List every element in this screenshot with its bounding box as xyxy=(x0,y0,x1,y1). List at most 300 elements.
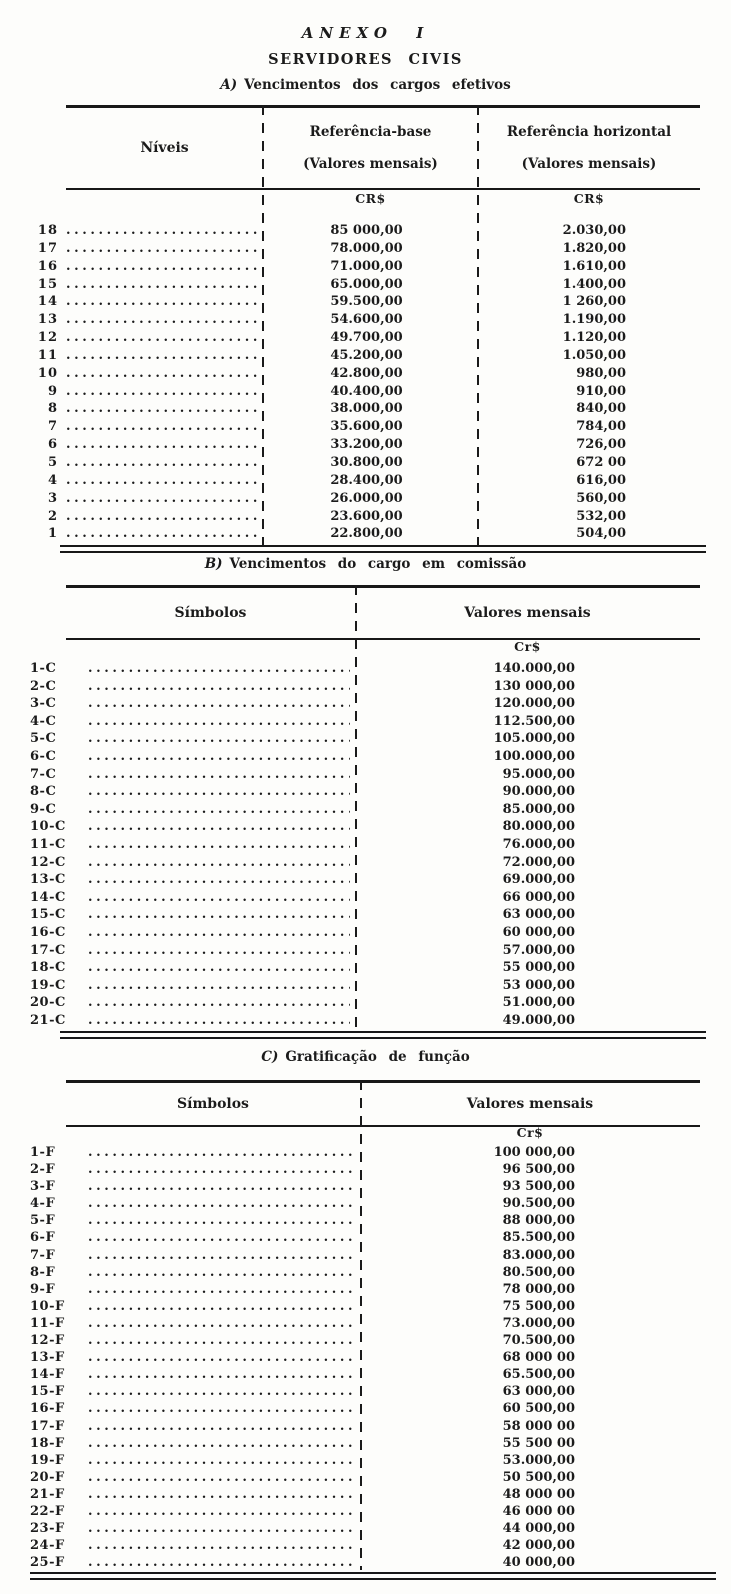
table-row xyxy=(30,1212,702,1229)
symbol-cell: 17-C xyxy=(30,942,66,958)
value-cell: 48 000 00 xyxy=(502,1486,575,1502)
horizontal-value-cell: 840,00 xyxy=(576,401,626,417)
value-cell: 78 000,00 xyxy=(502,1281,575,1297)
section-b-heading xyxy=(0,556,731,572)
level-cell: 18 xyxy=(37,223,58,238)
dot-leader xyxy=(88,1486,354,1503)
level-cell: 1 xyxy=(47,526,58,542)
horizontal-rule xyxy=(30,1572,716,1580)
value-cell: 63 000,00 xyxy=(502,1384,575,1400)
dot-leader xyxy=(88,871,350,889)
table-row xyxy=(30,924,702,942)
level-cell: 8 xyxy=(47,401,58,417)
symbol-cell: 3-C xyxy=(30,696,57,712)
symbol-cell: 5-F xyxy=(30,1213,56,1229)
col-header-simbolos: Símbolos xyxy=(177,1096,249,1112)
section-a-label: A) xyxy=(220,77,238,93)
dot-leader xyxy=(88,1247,354,1264)
value-cell: 130 000,00 xyxy=(493,678,575,694)
table-row xyxy=(30,1012,702,1030)
table-row xyxy=(30,436,702,454)
base-value-cell: 22.800,00 xyxy=(330,526,403,542)
dot-leader xyxy=(88,1229,354,1246)
symbol-cell: 21-C xyxy=(30,1012,66,1028)
table-row xyxy=(30,240,702,258)
dot-leader xyxy=(88,977,350,995)
table-row xyxy=(30,1264,702,1281)
table-row xyxy=(30,889,702,907)
horizontal-value-cell: 1.050,00 xyxy=(562,347,626,363)
value-cell: 112.500,00 xyxy=(493,713,575,729)
value-cell: 90.500,00 xyxy=(502,1196,575,1212)
currency-row xyxy=(360,1125,700,1140)
symbol-cell: 14-C xyxy=(30,889,66,905)
col-header-valores-mensais: Valores mensais xyxy=(466,1096,594,1112)
value-cell: 76.000,00 xyxy=(502,836,575,852)
base-value-cell: 78.000,00 xyxy=(330,240,403,256)
symbol-cell: 3-F xyxy=(30,1179,56,1195)
dot-leader xyxy=(88,801,350,819)
doc-subtitle: SERVIDORES CIVIS xyxy=(268,51,463,68)
horizontal-value-cell: 672 00 xyxy=(576,454,626,470)
base-value-cell: 59.500,00 xyxy=(330,294,403,310)
base-value-cell: 65.000,00 xyxy=(330,276,403,292)
section-c-heading xyxy=(0,1049,731,1065)
symbol-cell: 7-F xyxy=(30,1247,56,1263)
symbol-cell: 16-C xyxy=(30,924,66,940)
dot-leader xyxy=(88,1554,354,1571)
table-row xyxy=(30,1298,702,1315)
symbol-cell: 18-C xyxy=(30,960,66,976)
value-cell: 100.000,00 xyxy=(493,748,575,764)
table-row xyxy=(30,1383,702,1400)
table-row xyxy=(30,730,702,748)
table-vencimentos-efetivos xyxy=(30,105,702,552)
value-cell: 68 000 00 xyxy=(502,1350,575,1366)
col-header-referencia-base-line2: (Valores mensais) xyxy=(303,156,438,172)
dot-leader xyxy=(88,1315,354,1332)
dot-leader xyxy=(88,713,350,731)
horizontal-value-cell: 1 260,00 xyxy=(562,294,626,310)
level-cell: 17 xyxy=(37,240,58,256)
table-row xyxy=(30,942,702,960)
dot-leader xyxy=(88,818,350,836)
dot-leader xyxy=(66,472,259,490)
dot-leader xyxy=(66,525,259,543)
value-cell: 85.500,00 xyxy=(502,1230,575,1246)
level-cell: 7 xyxy=(47,419,58,435)
col-header-referencia-base xyxy=(263,108,478,188)
table-row xyxy=(30,258,702,276)
table-row xyxy=(30,1435,702,1452)
dot-leader xyxy=(88,1195,354,1212)
table-row xyxy=(30,1281,702,1298)
dot-leader xyxy=(88,1383,354,1400)
symbol-cell: 16-F xyxy=(30,1401,65,1417)
symbol-cell: 9-F xyxy=(30,1281,56,1297)
value-cell: 55 500 00 xyxy=(502,1435,575,1451)
dot-leader xyxy=(66,454,259,472)
dot-leader xyxy=(66,383,259,401)
base-value-cell: 26.000,00 xyxy=(330,490,403,506)
value-cell: 73.000,00 xyxy=(502,1315,575,1331)
table-row xyxy=(30,977,702,995)
dot-leader xyxy=(88,1435,354,1452)
dot-leader xyxy=(88,678,350,696)
symbol-cell: 12-F xyxy=(30,1333,65,1349)
base-value-cell: 40.400,00 xyxy=(330,383,403,399)
value-cell: 40 000,00 xyxy=(502,1555,575,1571)
symbol-cell: 4-F xyxy=(30,1196,56,1212)
table-row xyxy=(30,1469,702,1486)
horizontal-value-cell: 532,00 xyxy=(576,508,626,524)
dot-leader xyxy=(88,1366,354,1383)
value-cell: 93 500,00 xyxy=(502,1179,575,1195)
level-cell: 12 xyxy=(37,330,58,346)
dot-leader xyxy=(88,1332,354,1349)
table-a-rows xyxy=(30,222,702,543)
level-cell: 6 xyxy=(47,437,58,453)
value-cell: 100 000,00 xyxy=(493,1145,575,1160)
symbol-cell: 1-F xyxy=(30,1145,56,1160)
symbol-cell: 22-F xyxy=(30,1503,65,1519)
table-row xyxy=(30,1520,702,1537)
symbol-cell: 1-C xyxy=(30,661,57,676)
table-row xyxy=(30,1195,702,1212)
section-b-label: B) xyxy=(204,556,223,572)
table-row xyxy=(30,472,702,490)
symbol-cell: 6-C xyxy=(30,748,57,764)
symbol-cell: 15-C xyxy=(30,907,66,923)
table-row xyxy=(30,818,702,836)
value-cell: 72.000,00 xyxy=(502,854,575,870)
dot-leader xyxy=(66,508,259,526)
base-value-cell: 28.400,00 xyxy=(330,472,403,488)
base-value-cell: 30.800,00 xyxy=(330,454,403,470)
dot-leader xyxy=(66,311,259,329)
table-row xyxy=(30,1400,702,1417)
table-row xyxy=(30,1315,702,1332)
dot-leader xyxy=(66,400,259,418)
symbol-cell: 7-C xyxy=(30,766,57,782)
value-cell: 88 000,00 xyxy=(502,1213,575,1229)
symbol-cell: 10-F xyxy=(30,1298,65,1314)
symbol-cell: 11-F xyxy=(30,1315,65,1331)
dot-leader xyxy=(88,1400,354,1417)
currency-label: Cr$ xyxy=(516,1125,544,1140)
value-cell: 60 500,00 xyxy=(502,1401,575,1417)
value-cell: 51.000,00 xyxy=(502,995,575,1011)
currency-row xyxy=(355,639,700,654)
horizontal-value-cell: 1.400,00 xyxy=(562,276,626,292)
symbol-cell: 24-F xyxy=(30,1538,65,1554)
symbol-cell: 14-F xyxy=(30,1367,65,1383)
value-cell: 80.000,00 xyxy=(502,819,575,835)
dot-leader xyxy=(88,1537,354,1554)
dot-leader xyxy=(88,924,350,942)
level-cell: 13 xyxy=(37,312,58,328)
horizontal-value-cell: 726,00 xyxy=(576,437,626,453)
level-cell: 14 xyxy=(37,294,58,310)
dot-leader xyxy=(88,1178,354,1195)
symbol-cell: 2-C xyxy=(30,678,57,694)
base-value-cell: 71.000,00 xyxy=(330,258,403,274)
dot-leader xyxy=(66,365,259,383)
value-cell: 90.000,00 xyxy=(502,784,575,800)
table-row xyxy=(30,311,702,329)
table-row xyxy=(30,713,702,731)
dot-leader xyxy=(88,889,350,907)
table-row xyxy=(30,1486,702,1503)
table-row xyxy=(30,1332,702,1349)
dot-leader xyxy=(88,1520,354,1537)
symbol-cell: 8-C xyxy=(30,784,57,800)
value-cell: 66 000,00 xyxy=(502,889,575,905)
value-cell: 75 500,00 xyxy=(502,1298,575,1314)
dot-leader xyxy=(88,1161,354,1178)
horizontal-value-cell: 980,00 xyxy=(576,365,626,381)
level-cell: 3 xyxy=(47,490,58,506)
horizontal-rule xyxy=(60,1031,706,1039)
value-cell: 65.500,00 xyxy=(502,1367,575,1383)
table-row xyxy=(30,454,702,472)
table-c-header xyxy=(66,1080,700,1127)
base-value-cell: 45.200,00 xyxy=(330,347,403,363)
dot-leader xyxy=(88,994,350,1012)
dot-leader xyxy=(88,1281,354,1298)
level-cell: 5 xyxy=(47,454,58,470)
value-cell: 70.500,00 xyxy=(502,1333,575,1349)
horizontal-value-cell: 910,00 xyxy=(576,383,626,399)
level-cell: 16 xyxy=(37,258,58,274)
base-value-cell: 42.800,00 xyxy=(330,365,403,381)
value-cell: 53 000,00 xyxy=(502,977,575,993)
table-row xyxy=(30,766,702,784)
table-row xyxy=(30,1503,702,1520)
dot-leader xyxy=(88,1503,354,1520)
base-value-cell: 23.600,00 xyxy=(330,508,403,524)
symbol-cell: 4-C xyxy=(30,713,57,729)
level-cell: 15 xyxy=(37,276,58,292)
symbol-cell: 9-C xyxy=(30,801,57,817)
table-row xyxy=(30,525,702,543)
symbol-cell: 11-C xyxy=(30,836,66,852)
value-cell: 85.000,00 xyxy=(502,801,575,817)
value-cell: 53.000,00 xyxy=(502,1452,575,1468)
table-b-header xyxy=(66,585,700,640)
horizontal-value-cell: 1.610,00 xyxy=(562,258,626,274)
currency-row xyxy=(263,191,700,206)
dot-leader xyxy=(88,1298,354,1315)
value-cell: 49.000,00 xyxy=(502,1012,575,1028)
symbol-cell: 18-F xyxy=(30,1435,65,1451)
horizontal-value-cell: 616,00 xyxy=(576,472,626,488)
value-cell: 60 000,00 xyxy=(502,924,575,940)
section-c-title: Gratificação de função xyxy=(285,1049,470,1065)
dot-leader xyxy=(66,436,259,454)
value-cell: 46 000 00 xyxy=(502,1503,575,1519)
currency-label: CR$ xyxy=(355,191,386,206)
dot-leader xyxy=(66,347,259,365)
dot-leader xyxy=(66,418,259,436)
dot-leader xyxy=(88,1418,354,1435)
dot-leader xyxy=(66,222,259,240)
horizontal-value-cell: 504,00 xyxy=(576,526,626,542)
horizontal-value-cell: 1.820,00 xyxy=(562,240,626,256)
dot-leader xyxy=(88,1012,350,1030)
symbol-cell: 15-F xyxy=(30,1384,65,1400)
table-row xyxy=(30,801,702,819)
dot-leader xyxy=(88,695,350,713)
value-cell: 57.000,00 xyxy=(502,942,575,958)
symbol-cell: 12-C xyxy=(30,854,66,870)
horizontal-value-cell: 1.190,00 xyxy=(562,312,626,328)
table-row xyxy=(30,383,702,401)
base-value-cell: 33.200,00 xyxy=(330,437,403,453)
table-row xyxy=(30,678,702,696)
table-row xyxy=(30,490,702,508)
table-row xyxy=(30,508,702,526)
level-cell: 9 xyxy=(47,383,58,399)
currency-label: CR$ xyxy=(573,191,605,206)
base-value-cell: 49.700,00 xyxy=(330,330,403,346)
horizontal-rule xyxy=(60,545,706,553)
section-b-title: Vencimentos do cargo em comissão xyxy=(229,556,527,572)
symbol-cell: 10-C xyxy=(30,819,66,835)
table-row xyxy=(30,959,702,977)
value-cell: 69.000,00 xyxy=(502,872,575,888)
col-header-niveis: Níveis xyxy=(140,140,189,156)
doc-title: ANEXO I xyxy=(301,24,430,42)
dot-leader xyxy=(66,293,259,311)
dot-leader xyxy=(66,276,259,294)
level-cell: 11 xyxy=(37,347,58,363)
col-header-referencia-horizontal xyxy=(478,108,700,188)
table-row xyxy=(30,347,702,365)
section-c-label: C) xyxy=(261,1049,279,1065)
table-c-rows xyxy=(30,1144,702,1571)
value-cell: 58 000 00 xyxy=(502,1418,575,1434)
value-cell: 63 000,00 xyxy=(502,907,575,923)
dot-leader xyxy=(66,240,259,258)
symbol-cell: 20-C xyxy=(30,995,66,1011)
col-header-referencia-horizontal-line1: Referência horizontal xyxy=(506,124,672,140)
col-header-valores-mensais: Valores mensais xyxy=(464,605,591,621)
table-row xyxy=(30,293,702,311)
table-row xyxy=(30,1554,702,1571)
dot-leader xyxy=(66,490,259,508)
symbol-cell: 2-F xyxy=(30,1162,56,1178)
value-cell: 105.000,00 xyxy=(493,731,575,747)
symbol-cell: 13-C xyxy=(30,872,66,888)
table-row xyxy=(30,1229,702,1246)
dot-leader xyxy=(88,783,350,801)
value-cell: 83.000,00 xyxy=(502,1247,575,1263)
dot-leader xyxy=(66,329,259,347)
table-row xyxy=(30,1144,702,1161)
table-row xyxy=(30,1247,702,1264)
dot-leader xyxy=(88,1264,354,1281)
dot-leader xyxy=(88,1212,354,1229)
table-row xyxy=(30,994,702,1012)
dot-leader xyxy=(88,1144,354,1161)
value-cell: 44 000,00 xyxy=(502,1521,575,1537)
symbol-cell: 21-F xyxy=(30,1486,65,1502)
table-row xyxy=(30,783,702,801)
dot-leader xyxy=(88,854,350,872)
table-row xyxy=(30,365,702,383)
symbol-cell: 23-F xyxy=(30,1521,65,1537)
table-row xyxy=(30,1161,702,1178)
symbol-cell: 20-F xyxy=(30,1469,65,1485)
value-cell: 50 500,00 xyxy=(502,1469,575,1485)
symbol-cell: 19-C xyxy=(30,977,66,993)
base-value-cell: 54.600,00 xyxy=(330,312,403,328)
table-row xyxy=(30,1178,702,1195)
table-row xyxy=(30,222,702,240)
dot-leader xyxy=(88,906,350,924)
section-a-title: Vencimentos dos cargos efetivos xyxy=(244,77,511,93)
horizontal-value-cell: 784,00 xyxy=(576,419,626,435)
horizontal-value-cell: 1.120,00 xyxy=(562,330,626,346)
value-cell: 96 500,00 xyxy=(502,1162,575,1178)
table-row xyxy=(30,906,702,924)
table-row xyxy=(30,854,702,872)
value-cell: 140.000,00 xyxy=(493,661,575,676)
symbol-cell: 13-F xyxy=(30,1350,65,1366)
table-row xyxy=(30,660,702,678)
table-row xyxy=(30,1452,702,1469)
table-gratificacao-funcao xyxy=(30,1080,702,1580)
symbol-cell: 5-C xyxy=(30,731,57,747)
table-b-rows xyxy=(30,660,702,1029)
value-cell: 120.000,00 xyxy=(493,696,575,712)
dot-leader xyxy=(88,660,350,678)
base-value-cell: 35.600,00 xyxy=(330,419,403,435)
table-row xyxy=(30,418,702,436)
table-row xyxy=(30,695,702,713)
base-value-cell: 85 000,00 xyxy=(330,223,403,238)
col-header-referencia-base-line1: Referência-base xyxy=(309,124,432,140)
symbol-cell: 17-F xyxy=(30,1418,65,1434)
symbol-cell: 25-F xyxy=(30,1555,65,1571)
symbol-cell: 8-F xyxy=(30,1264,56,1280)
dot-leader xyxy=(88,836,350,854)
table-row xyxy=(30,748,702,766)
dot-leader xyxy=(88,1469,354,1486)
dot-leader xyxy=(66,258,259,276)
symbol-cell: 19-F xyxy=(30,1452,65,1468)
table-row xyxy=(30,1537,702,1554)
level-cell: 2 xyxy=(47,508,58,524)
currency-label: Cr$ xyxy=(514,639,541,654)
dot-leader xyxy=(88,766,350,784)
dot-leader xyxy=(88,942,350,960)
dot-leader xyxy=(88,730,350,748)
col-header-referencia-horizontal-line2: (Valores mensais) xyxy=(521,156,657,172)
table-row xyxy=(30,836,702,854)
base-value-cell: 38.000,00 xyxy=(330,401,403,417)
table-cargo-comissao xyxy=(30,585,702,1038)
level-cell: 10 xyxy=(37,365,58,381)
symbol-cell: 6-F xyxy=(30,1230,56,1246)
table-row xyxy=(30,1349,702,1366)
table-a-header xyxy=(66,105,700,190)
table-row xyxy=(30,329,702,347)
horizontal-value-cell: 560,00 xyxy=(576,490,626,506)
level-cell: 4 xyxy=(47,472,58,488)
section-a-heading xyxy=(0,77,731,93)
